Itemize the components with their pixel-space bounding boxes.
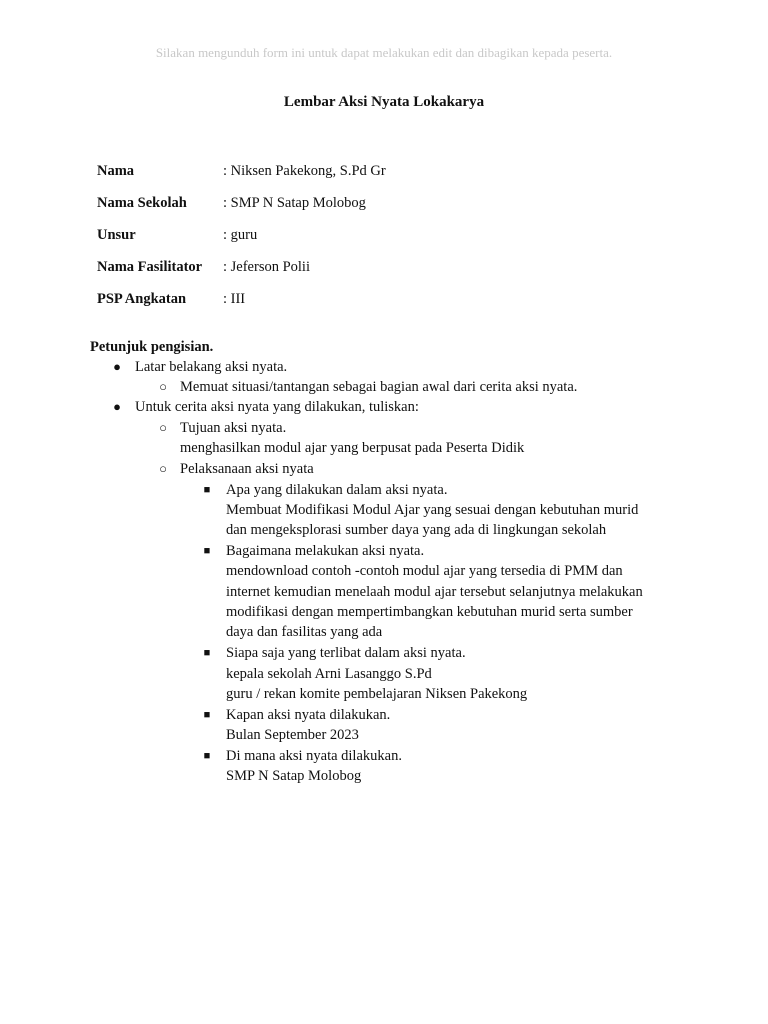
info-label: Nama: [97, 163, 135, 179]
info-value: : Jeferson Polii: [223, 259, 310, 275]
square-bullet-icon: ■: [203, 545, 211, 557]
info-label: Nama Sekolah: [97, 195, 187, 211]
answer-siapa-line: kepala sekolah Arni Lasanggo S.Pd: [226, 666, 432, 682]
answer-apa-line: dan mengeksplorasi sumber daya yang ada di lingkungan sekolah: [226, 522, 607, 538]
info-label: Nama Fasilitator: [97, 259, 203, 275]
info-label: Unsur: [97, 227, 136, 243]
download-notice: Silakan mengunduh form ini untuk dapat melakukan edit dan dibagikan kepada peserta.: [155, 45, 613, 60]
answer-bagaimana-line: daya dan fasilitas yang ada: [226, 624, 383, 640]
instructions-title: Petunjuk pengisian.: [90, 339, 214, 355]
hollow-circle-bullet-icon: ○: [159, 420, 167, 435]
list-item-latar-sub: Memuat situasi/tantangan sebagai bagian awal dari cerita aksi nyata.: [180, 379, 578, 395]
hollow-circle-bullet-icon: ○: [159, 461, 167, 476]
info-value: : III: [223, 291, 246, 307]
info-label: PSP Angkatan: [97, 291, 187, 307]
answer-dimana-line: SMP N Satap Molobog: [226, 768, 362, 784]
answer-siapa-line: guru / rekan komite pembelajaran Niksen Pakekong: [226, 686, 528, 702]
question-dimana: Di mana aksi nyata dilakukan.: [226, 748, 402, 764]
info-value: : guru: [223, 227, 258, 243]
answer-kapan-line: Bulan September 2023: [226, 727, 359, 743]
answer-tujuan: menghasilkan modul ajar yang berpusat pada Peserta Didik: [180, 440, 525, 456]
question-kapan: Kapan aksi nyata dilakukan.: [226, 707, 391, 723]
question-siapa: Siapa saja yang terlibat dalam aksi nyata.: [226, 645, 466, 661]
square-bullet-icon: ■: [203, 750, 211, 762]
answer-bagaimana-line: internet kemudian menelaah modul ajar tersebut selanjutnya melakukan: [226, 584, 643, 600]
answer-apa-line: Membuat Modifikasi Modul Ajar yang sesuai dengan kebutuhan murid: [226, 502, 639, 518]
square-bullet-icon: ■: [203, 709, 211, 721]
list-item-latar: Latar belakang aksi nyata.: [135, 359, 288, 375]
square-bullet-icon: ■: [203, 647, 211, 659]
filled-circle-bullet-icon: ●: [113, 359, 121, 374]
hollow-circle-bullet-icon: ○: [159, 379, 167, 394]
answer-bagaimana-line: mendownload contoh -contoh modul ajar yang tersedia di PMM dan: [226, 563, 623, 579]
filled-circle-bullet-icon: ●: [113, 399, 121, 414]
info-value: : Niksen Pakekong, S.Pd Gr: [223, 163, 386, 179]
question-apa: Apa yang dilakukan dalam aksi nyata.: [226, 482, 448, 498]
question-bagaimana: Bagaimana melakukan aksi nyata.: [226, 543, 425, 559]
page-title: Lembar Aksi Nyata Lokakarya: [283, 94, 485, 110]
info-value: : SMP N Satap Molobog: [223, 195, 366, 211]
square-bullet-icon: ■: [203, 484, 211, 496]
list-item-pelaksanaan: Pelaksanaan aksi nyata: [180, 461, 314, 477]
list-item-cerita: Untuk cerita aksi nyata yang dilakukan, tuliskan:: [135, 399, 419, 415]
list-item-tujuan: Tujuan aksi nyata.: [180, 420, 287, 436]
answer-bagaimana-line: modifikasi dengan mempertimbangkan kebutuhan murid serta sumber: [226, 604, 633, 620]
